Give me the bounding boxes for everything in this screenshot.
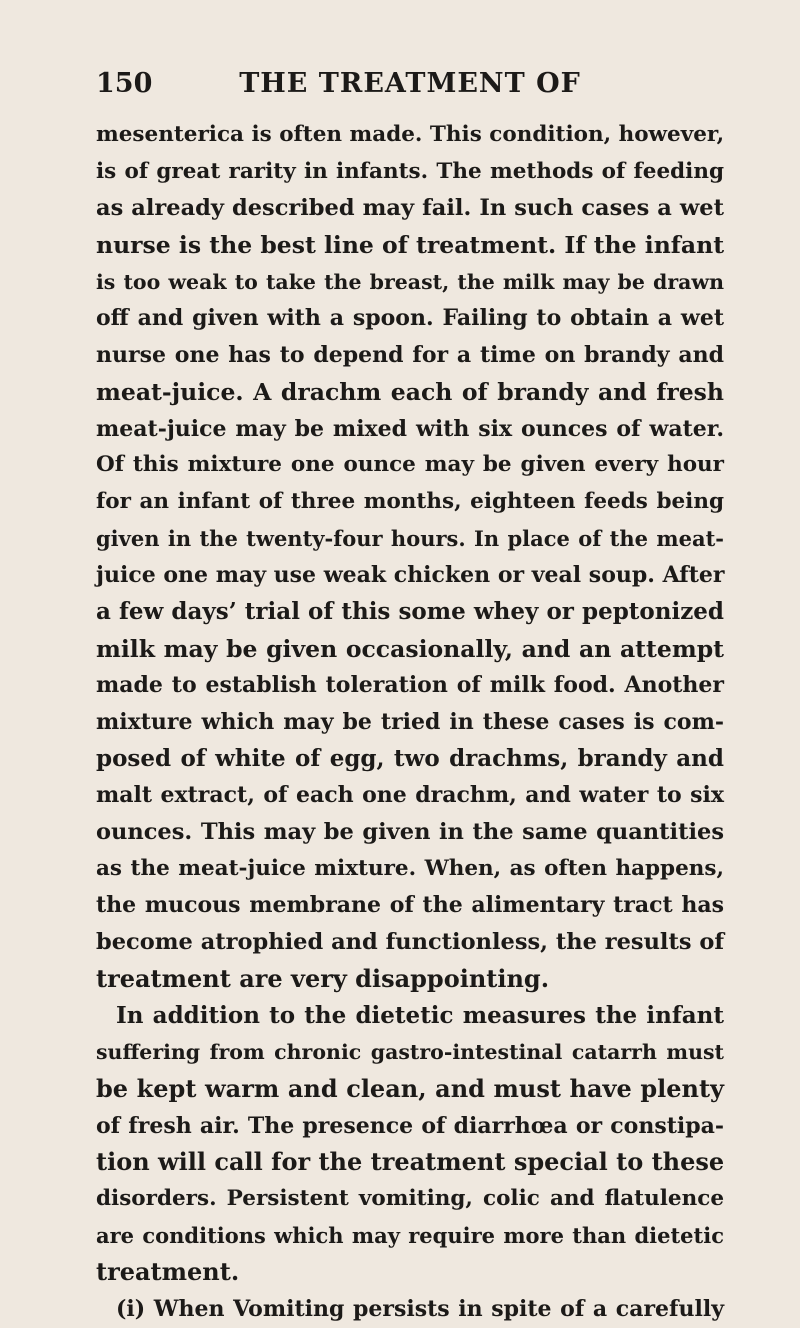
text-line: posed of white of egg, two drachms, brandy and (96, 744, 724, 772)
text-line: made to establish toleration of milk food. Another (96, 672, 724, 699)
body-text (96, 117, 724, 1328)
text-line: tion will call for the treatment special to these (96, 1147, 725, 1177)
text-line: nurse one has to depend for a time on brandy and (96, 342, 724, 369)
text-line: off and given with a spoon. Failing to obtain a wet (96, 305, 724, 332)
text-line: malt extract, of each one drachm, and water to six (96, 782, 724, 809)
text-line: as already described may fail. In such cases a wet (96, 195, 724, 222)
text-line: meat-juice may be mixed with six ounces of water. (96, 415, 724, 442)
text-line: treatment are very disappointing. (96, 963, 550, 993)
text-line: meat-juice. A drachm each of brandy and fresh (96, 377, 724, 406)
text-line: In addition to the dietetic measures the infant (116, 1001, 724, 1029)
text-line: be kept warm and clean, and must have plenty (96, 1073, 724, 1103)
page-header (96, 64, 724, 104)
text-line: is of great rarity in infants. The methods of feeding (96, 158, 724, 184)
page-number: 150 (96, 68, 153, 99)
text-line: is too weak to take the breast, the milk may be drawn (96, 269, 724, 294)
text-line: juice one may use weak chicken or veal soup. After (96, 562, 725, 589)
text-line: Of this mixture one ounce may be given every hour (96, 452, 724, 478)
text-line: the mucous membrane of the alimentary tract has (96, 892, 724, 919)
text-line: nurse is the best line of treatment. If the infant (96, 231, 725, 260)
text-line: mixture which may be tried in these cases is com- (96, 709, 724, 735)
text-line: milk may be given occasionally, and an attempt (96, 634, 724, 663)
text-line: as the meat-juice mixture. When, as often happens, (96, 855, 724, 881)
text-line: a few days’ trial of this some whey or peptonized (96, 597, 724, 625)
text-line: are conditions which may require more than dietetic (96, 1222, 724, 1248)
text-line: mesenterica is often made. This condition, however, (96, 122, 725, 147)
text-line: suffering from chronic gastro-intestinal catarrh must (96, 1040, 724, 1065)
text-line: given in the twenty-four hours. In place of the meat- (96, 525, 724, 551)
text-line: become atrophied and functionless, the results of (96, 929, 725, 956)
running-head: THE TREATMENT OF (239, 68, 581, 99)
text-line: for an infant of three months, eighteen feeds being (96, 488, 724, 514)
text-line: (i) When Vomiting persists in spite of a carefully (116, 1296, 724, 1322)
text-line: disorders. Persistent vomiting, colic and flatulence (96, 1185, 724, 1211)
text-line: treatment. (96, 1257, 240, 1287)
text-line: of fresh air. The presence of diarrhœa or constipa- (96, 1112, 724, 1139)
text-line: ounces. This may be given in the same quantities (96, 819, 724, 846)
